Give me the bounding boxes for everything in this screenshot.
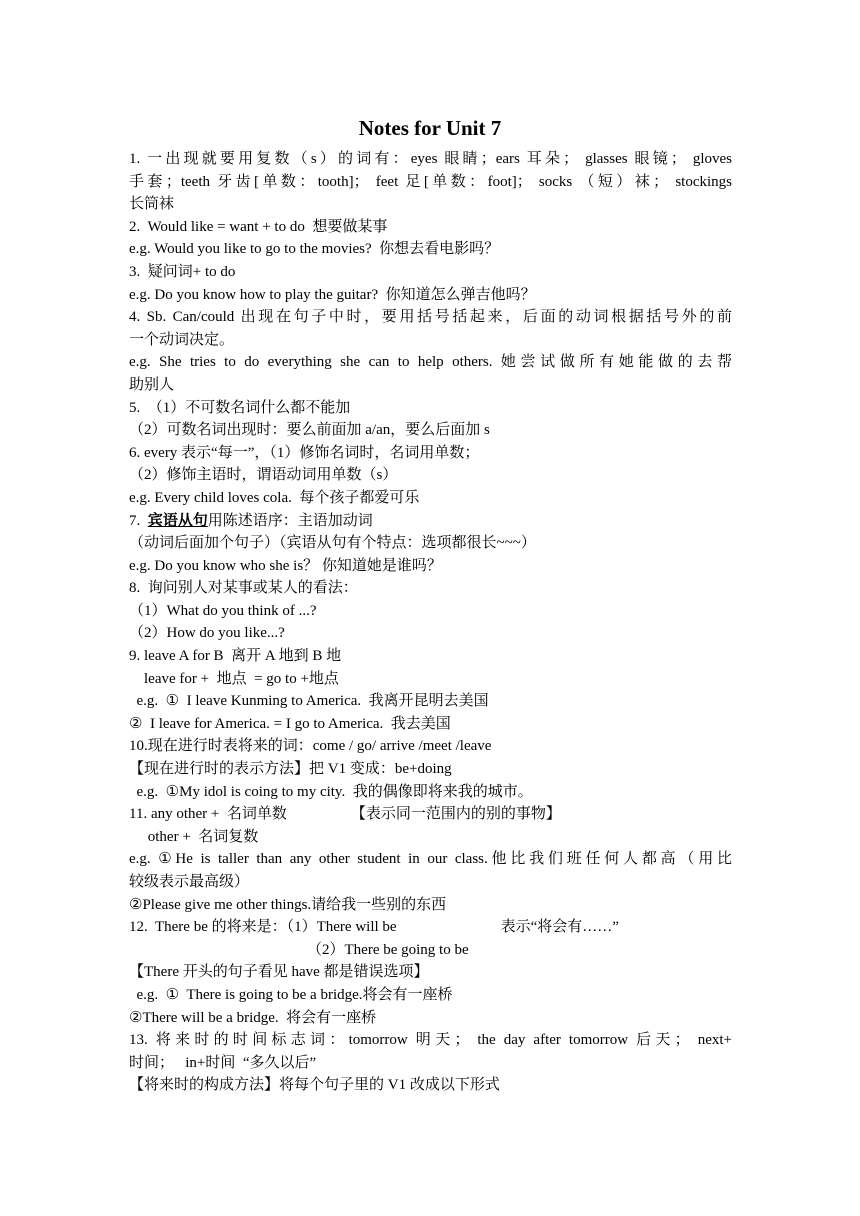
- note-line: e.g. ① I leave Kunming to America. 我离开昆明去美国: [129, 693, 489, 710]
- note-line: e.g. Would you like to go to the movies? 你想去看电影吗？: [129, 241, 500, 258]
- note-line: （2）How do you like...?: [129, 625, 285, 642]
- note-line-11: [129, 803, 732, 826]
- note-line: 10.现在进行时表将来的词：come / go/ arrive /meet /leave: [129, 738, 492, 755]
- note-line: （2）There be going to be: [307, 941, 469, 958]
- note-line: ② I leave for America. = I go to America. 我去美国: [129, 715, 451, 732]
- note-line: e.g. ①My idol is coing to my city. 我的偶像即将来我的城市。: [129, 783, 533, 800]
- note-line: 8. 询问别人对某事或某人的看法：: [129, 580, 358, 597]
- note-11-right: 【表示同一范围内的别的事物】: [350, 806, 561, 823]
- note-line: e.g. Do you know who she is？ 你知道她是谁吗？: [129, 557, 442, 574]
- page-title: Notes for Unit 7: [358, 116, 502, 140]
- note-7-underlined: 宾语从句: [147, 512, 208, 529]
- note-line: 6. every 表示“每一”，（1）修饰名词时，名词用单数；: [129, 444, 480, 461]
- note-line: （2）修饰主语时，谓语动词用单数（s）: [129, 467, 398, 484]
- note-line-7: [129, 510, 732, 533]
- note-12-right: 表示“将会有……”: [500, 919, 619, 936]
- note-line: （2）可数名词出现时：要么前面加 a/an，要么后面加 s: [129, 422, 490, 439]
- note-line: （1）What do you think of ...?: [129, 602, 317, 619]
- note-line: 一个动词决定。: [129, 331, 235, 348]
- note-line: 5. （1）不可数名词什么都不能加: [129, 399, 351, 416]
- note-line: e.g. Every child loves cola. 每个孩子都爱可乐: [129, 489, 420, 506]
- note-line-12: [129, 916, 732, 939]
- note-line: 【将来时的构成方法】将每个句子里的 V1 改成以下形式: [129, 1077, 500, 1094]
- note-line: 2. Would like = want + to do 想要做某事: [129, 218, 388, 235]
- note-line: ②There will be a bridge. 将会有一座桥: [129, 1009, 377, 1026]
- note-line: 【现在进行时的表示方法】把 V1 变成：be+doing: [129, 761, 452, 778]
- note-7-prefix: 7.: [129, 512, 148, 529]
- note-line: 3. 疑问词+ to do: [129, 263, 236, 280]
- note-line: other + 名词复数: [129, 828, 259, 845]
- note-11-left: 11. any other + 名词单数: [129, 806, 287, 823]
- note-12-left: 12. There be 的将来是：（1）There will be: [129, 919, 397, 936]
- note-line: 长筒袜: [129, 196, 175, 213]
- notes-body: [129, 148, 732, 1097]
- note-line: 1. 一出现就要用复数（s）的词有：eyes 眼睛；ears 耳朵； glasses 眼镜； gloves: [129, 151, 732, 167]
- note-line: 较级表示最高级）: [129, 874, 250, 890]
- note-line: 手套；teeth 牙齿[单数：tooth]； feet 足[单数：foot]； socks （短）袜； stockings: [129, 173, 732, 190]
- note-line: e.g. ①He is taller than any other student in our class.他比我们班任何人都高（用比: [129, 851, 732, 868]
- note-line: e.g. Do you know how to play the guitar? 你知道怎么弹吉他吗？: [129, 286, 536, 303]
- note-line: （动词后面加个句子）（宾语从句有个特点：选项都很长~~~）: [129, 535, 536, 552]
- note-line: ②Please give me other things.请给我一些别的东西: [129, 896, 447, 913]
- note-line: 时间； in+时间 “多久以后”: [129, 1054, 317, 1071]
- note-line: leave for + 地点 = go to +地点: [129, 670, 339, 687]
- note-line: 13. 将来时的时间标志词：tomorrow 明天； the day after tomorrow 后天； next+: [129, 1032, 732, 1049]
- note-line: 助别人: [129, 376, 175, 393]
- note-7-rest: 用陈述语序：主语加动词: [207, 512, 373, 529]
- note-line: 4. Sb. Can/could 出现在句子中时，要用括号括起来，后面的动词根据括号外的前: [129, 309, 732, 326]
- note-line: e.g. She tries to do everything she can to help others. 她尝试做所有她能做的去帮: [129, 354, 732, 371]
- note-line: 【There 开头的句子看见 have 都是错误选项】: [129, 964, 429, 981]
- note-line: e.g. ① There is going to be a bridge.将会有一座桥: [129, 986, 453, 1003]
- note-line: 9. leave A for B 离开 A 地到 B 地: [129, 648, 342, 665]
